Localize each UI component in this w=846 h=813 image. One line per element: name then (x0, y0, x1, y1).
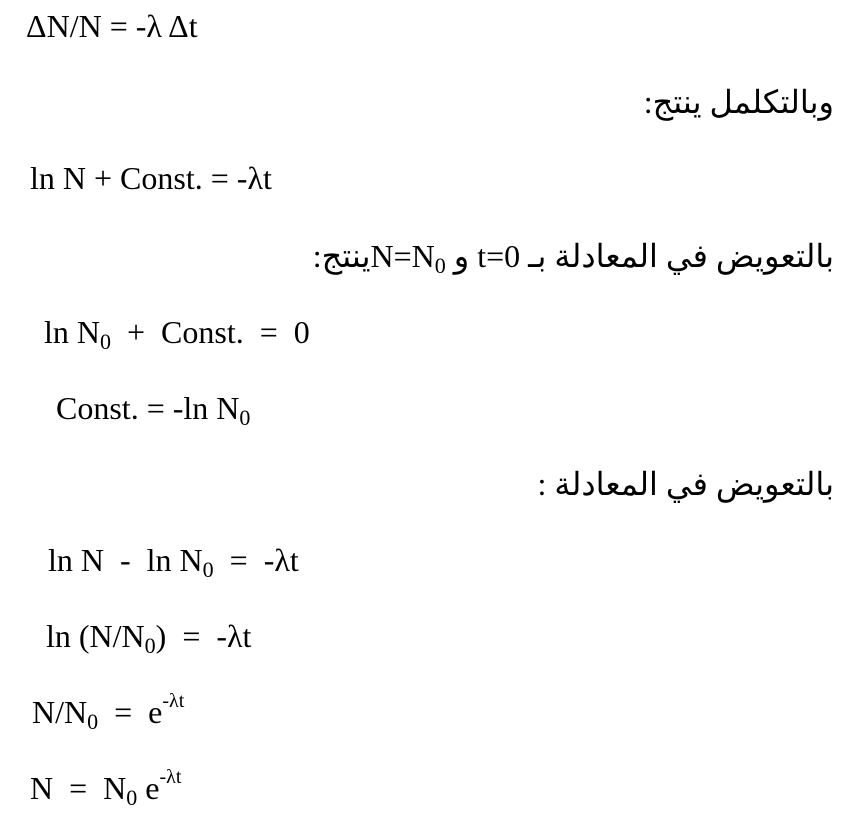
arabic-text: وبالتكلمل ينتج: (643, 84, 834, 120)
condition-n-zero: $N=N_0$ (370, 238, 446, 278)
arabic-and: و (445, 238, 478, 274)
equation-decay-law: $N = N_0$ $e^{-\lambda t}$ (30, 766, 182, 810)
equation-integrated (30, 158, 272, 198)
equation-ratio-exp: $N/N_0 = e^{-\lambda t}$ (32, 690, 185, 734)
equation-initial: $\ln N_0$ + Const. = 0 (44, 314, 310, 354)
arabic-text-substitution-conditions (313, 236, 834, 276)
equation-difference: $\ln N - \ln N_0 = -\lambda t$ (48, 542, 299, 582)
arabic-text-substitute (538, 464, 834, 504)
arabic-text-part-a: بالتعويض في المعادلة بـ (520, 238, 834, 274)
arabic-text-integration (644, 82, 834, 122)
equation-text: ln N + Const. = -λt (30, 160, 272, 196)
arabic-text-part-b: ينتج: (312, 238, 371, 274)
equation-ratio-log: $\ln (N/N_0) = -\lambda t$ (46, 618, 252, 658)
arabic-text: بالتعويض في المعادلة : (537, 466, 834, 502)
equation-const: Const. = -ln $N_0$ (56, 390, 251, 430)
equation-delta-n (26, 6, 198, 46)
equation-text: ΔN/N = -λ Δt (26, 8, 198, 44)
condition-t-zero: t=0 (477, 238, 521, 274)
